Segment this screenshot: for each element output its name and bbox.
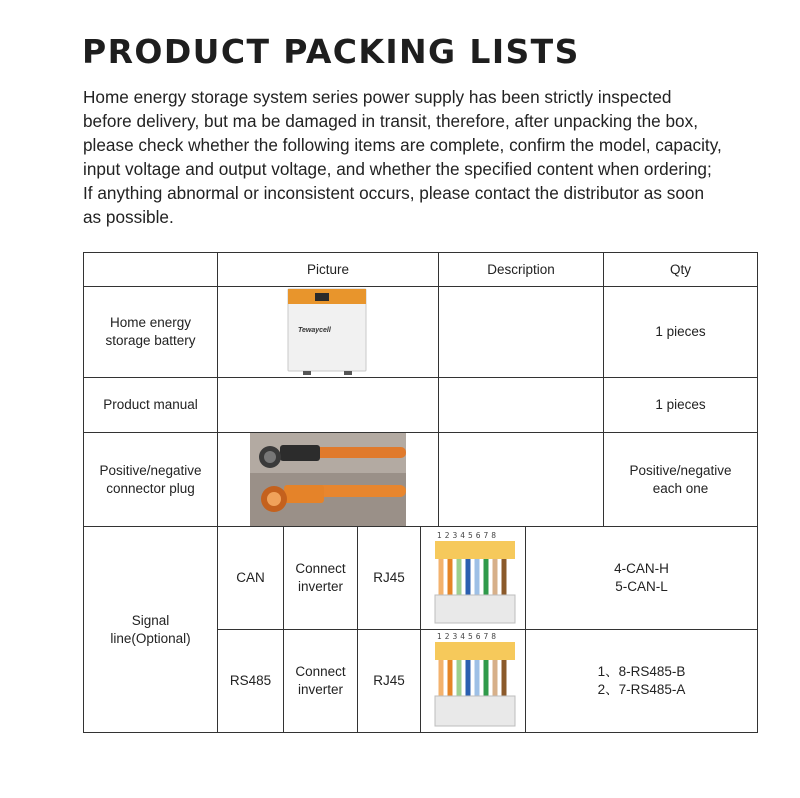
- signal-connector-can: RJ45: [373, 570, 405, 585]
- battery-brand-label: Tewaycell: [298, 327, 331, 334]
- connector-picture: [218, 433, 438, 526]
- description-manual: [439, 378, 603, 432]
- signal-use-can: Connect inverter: [295, 561, 346, 594]
- rj45-pinout-rs485: [421, 630, 525, 732]
- page-title: PRODUCT PACKING LISTS: [82, 32, 580, 71]
- battery-picture: [218, 287, 438, 377]
- qty-manual: 1 pieces: [655, 397, 706, 412]
- rj45-pinout-can: [421, 527, 525, 629]
- qty-battery: 1 pieces: [655, 324, 706, 339]
- signal-connector-rs485: RJ45: [373, 673, 405, 688]
- header-picture: Picture: [306, 261, 350, 277]
- signal-pins-can: 4-CAN-H 5-CAN-L: [614, 561, 669, 594]
- pin-number-label: 1 2 3 4 5 6 7 8: [437, 632, 497, 641]
- intro-paragraph: Home energy storage system series power supply has been strictly inspected before delivery, but ma be damaged in transit, therefore, after unpacking the box, please check whether the following items are complete, confirm the model, capacity, input voltage and output voltage, and whether the specified content when ordering; If anything abnormal or inconsistent occurs, please contact the distributor as soon as possible.: [83, 87, 722, 227]
- signal-use-rs485: Connect inverter: [295, 664, 346, 697]
- header-qty: Qty: [669, 261, 691, 277]
- signal-protocol-rs485: RS485: [229, 673, 272, 688]
- item-name-manual: Product manual: [103, 397, 198, 412]
- header-description: Description: [487, 261, 555, 277]
- signal-protocol-can: CAN: [236, 570, 265, 585]
- item-name-battery: Home energy storage battery: [105, 315, 196, 348]
- description-battery: [439, 287, 603, 377]
- signal-pins-rs485: 1、8-RS485-B 2、7-RS485-A: [597, 664, 686, 697]
- qty-connector: Positive/negative each one: [629, 462, 732, 496]
- item-name-connector: Positive/negative connector plug: [99, 462, 202, 496]
- pin-number-label: 1 2 3 4 5 6 7 8: [437, 531, 497, 540]
- item-name-signal-line: Signal line(Optional): [110, 612, 191, 646]
- description-connector: [439, 433, 603, 526]
